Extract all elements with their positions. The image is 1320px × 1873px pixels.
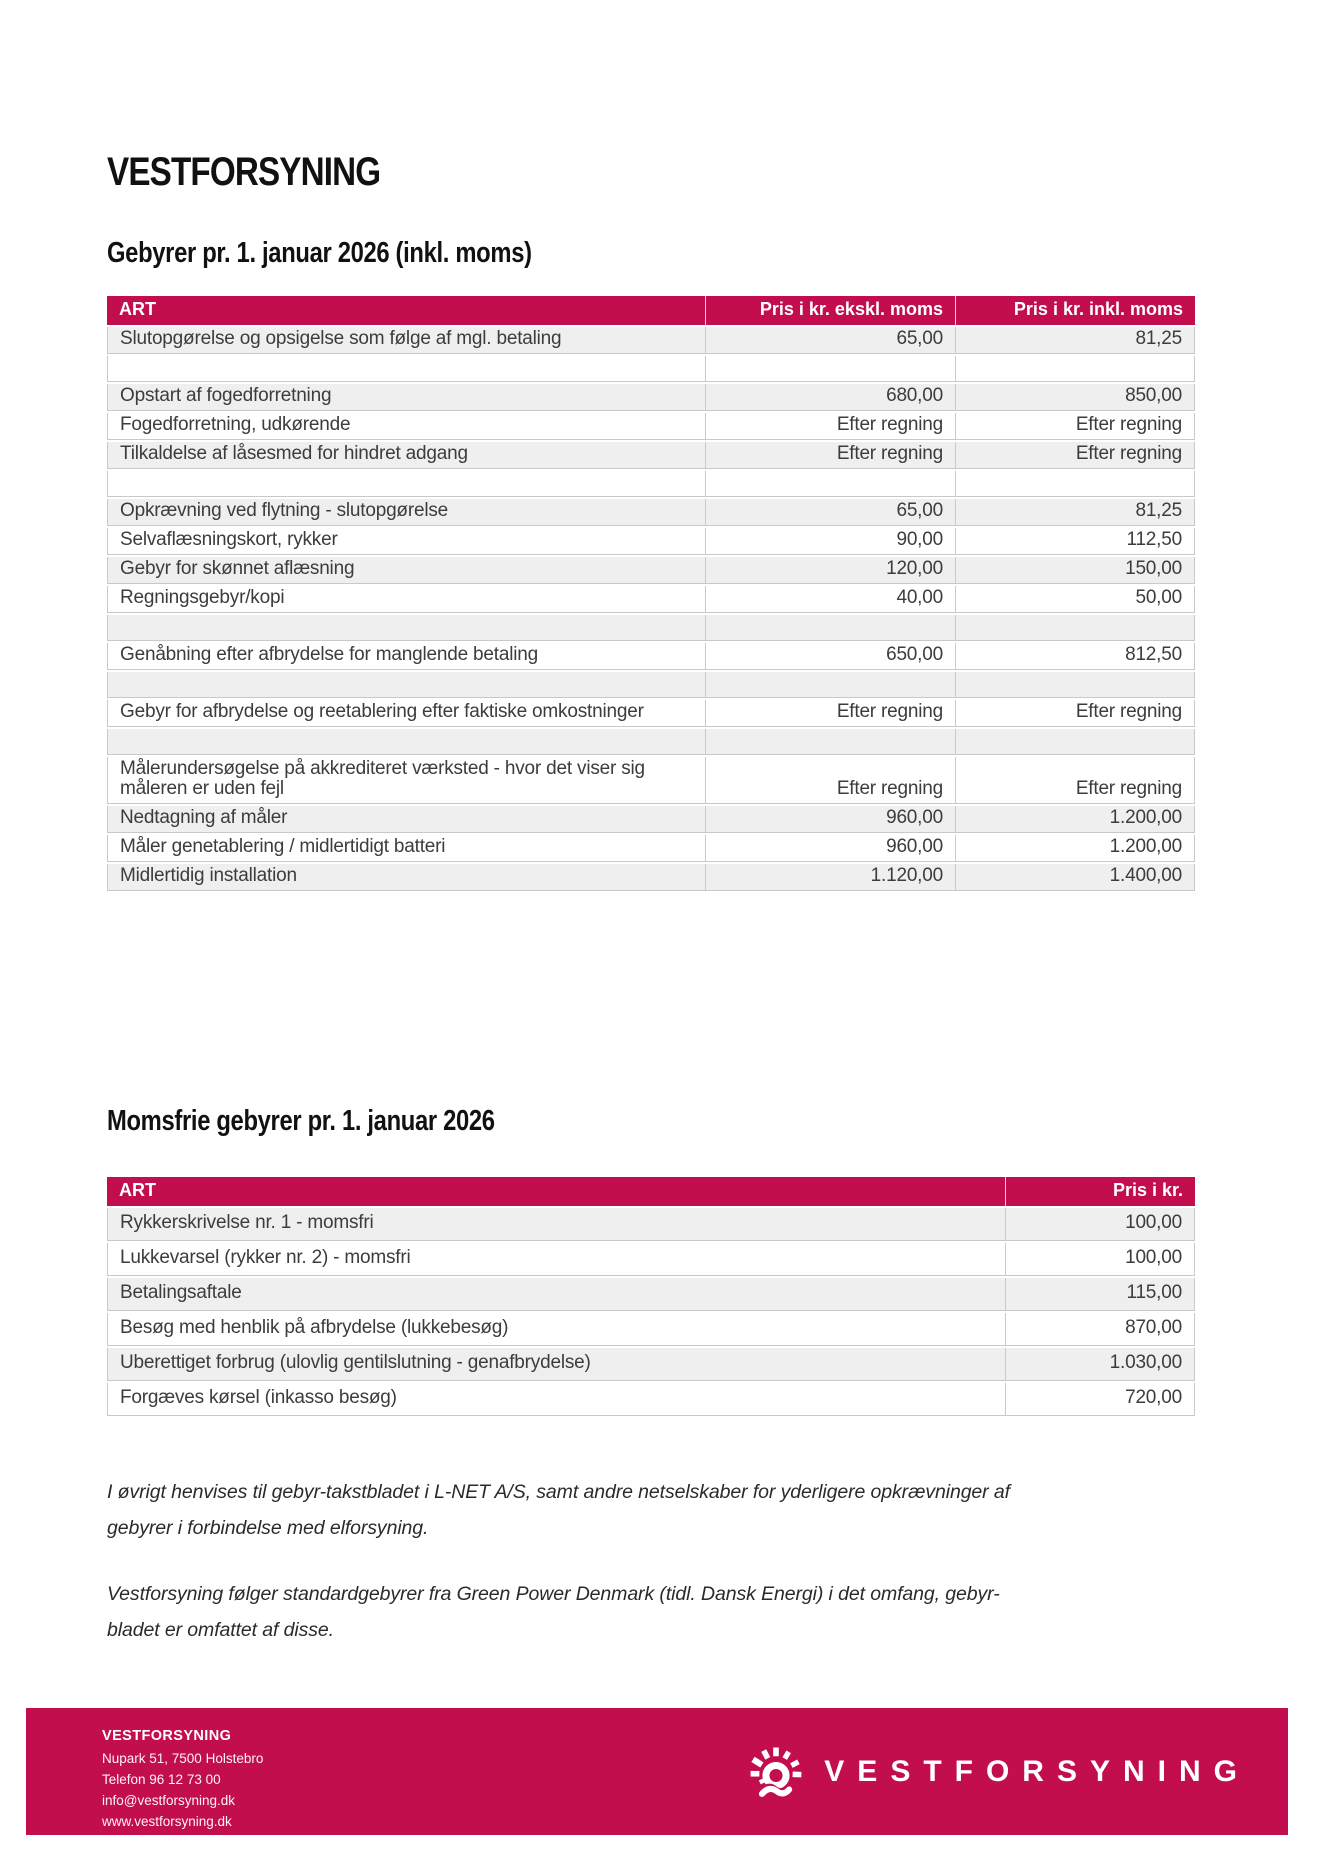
table-row-spacer xyxy=(107,729,1195,755)
table-row xyxy=(107,757,1195,804)
footer-contact-block xyxy=(102,1726,263,1832)
price-incl-vat: 812,50 xyxy=(955,643,1195,670)
price-incl-vat: 81,25 xyxy=(955,327,1195,354)
price-incl-vat: 50,00 xyxy=(955,586,1195,613)
price-incl-vat xyxy=(955,471,1195,497)
price-excl-vat: 40,00 xyxy=(705,586,955,613)
fee-name: Måler genetablering / midlertidigt batteri xyxy=(107,835,705,862)
fee-name: Selvaflæsningskort, rykker xyxy=(107,528,705,555)
footer-phone: Telefon 96 12 73 00 xyxy=(102,1772,221,1787)
fee-name: Fogedforretning, udkørende xyxy=(107,413,705,440)
table-row xyxy=(107,327,1195,354)
price-incl-vat: 112,50 xyxy=(955,528,1195,555)
price: 870,00 xyxy=(1005,1313,1195,1346)
price-excl-vat xyxy=(705,672,955,698)
fee-name: Lukkevarsel (rykker nr. 2) - momsfri xyxy=(107,1243,1005,1276)
fee-name: Rykkerskrivelse nr. 1 - momsfri xyxy=(107,1208,1005,1241)
table-row xyxy=(107,1243,1195,1276)
price-incl-vat: 850,00 xyxy=(955,384,1195,411)
table-row xyxy=(107,1313,1195,1346)
price-excl-vat xyxy=(705,471,955,497)
col-header-price-incl-vat: Pris i kr. inkl. moms xyxy=(955,296,1195,325)
table-row xyxy=(107,835,1195,862)
price-incl-vat: 1.200,00 xyxy=(955,806,1195,833)
col-header-art: ART xyxy=(107,296,705,325)
fee-name xyxy=(107,356,705,382)
note-green-power xyxy=(107,1576,1267,1648)
logo-wordmark: VESTFORSYNING xyxy=(824,1754,1250,1788)
price-incl-vat: 150,00 xyxy=(955,557,1195,584)
price: 115,00 xyxy=(1005,1278,1195,1311)
note-line: Vestforsyning følger standardgebyrer fra Green Power Denmark (tidl. Dansk Energi) i det omfang, gebyr- xyxy=(107,1583,1000,1605)
table-row xyxy=(107,700,1195,727)
fee-name: Opkrævning ved flytning - slutopgørelse xyxy=(107,499,705,526)
table-row-spacer xyxy=(107,471,1195,497)
table-header-row xyxy=(107,1177,1195,1206)
price-excl-vat: 650,00 xyxy=(705,643,955,670)
fee-name: Uberettiget forbrug (ulovlig gentilslutning - genafbrydelse) xyxy=(107,1348,1005,1381)
section-vat-title: Gebyrer pr. 1. januar 2026 (inkl. moms) xyxy=(107,237,532,269)
price-incl-vat xyxy=(955,356,1195,382)
col-header-price-excl-vat: Pris i kr. ekskl. moms xyxy=(705,296,955,325)
price-excl-vat: Efter regning xyxy=(705,700,955,727)
price-excl-vat: 960,00 xyxy=(705,835,955,862)
price: 100,00 xyxy=(1005,1208,1195,1241)
table-row xyxy=(107,499,1195,526)
price-excl-vat: Efter regning xyxy=(705,442,955,469)
fee-name: Opstart af fogedforretning xyxy=(107,384,705,411)
price-incl-vat xyxy=(955,615,1195,641)
table-row xyxy=(107,1208,1195,1241)
fee-name: Regningsgebyr/kopi xyxy=(107,586,705,613)
price-excl-vat: Efter regning xyxy=(705,757,955,804)
table-row xyxy=(107,586,1195,613)
notes-block xyxy=(107,1474,1267,1678)
price-incl-vat xyxy=(955,672,1195,698)
vat-free-fee-table xyxy=(107,1175,1195,1418)
price-excl-vat xyxy=(705,615,955,641)
note-lnet xyxy=(107,1474,1267,1546)
price-excl-vat: 65,00 xyxy=(705,327,955,354)
price-incl-vat: 1.200,00 xyxy=(955,835,1195,862)
table-row-spacer xyxy=(107,615,1195,641)
price-incl-vat: Efter regning xyxy=(955,757,1195,804)
note-line: bladet er omfattet af disse. xyxy=(107,1619,334,1641)
table-row xyxy=(107,528,1195,555)
table-row xyxy=(107,864,1195,891)
col-header-price: Pris i kr. xyxy=(1005,1177,1195,1206)
footer-email: info@vestforsyning.dk xyxy=(102,1793,236,1808)
table-row xyxy=(107,643,1195,670)
table-row-spacer xyxy=(107,672,1195,698)
section-vat-free-title: Momsfrie gebyrer pr. 1. januar 2026 xyxy=(107,1105,495,1137)
fee-name: Slutopgørelse og opsigelse som følge af mgl. betaling xyxy=(107,327,705,354)
fee-name: Betalingsaftale xyxy=(107,1278,1005,1311)
sun-wave-icon xyxy=(748,1743,804,1801)
price-incl-vat: Efter regning xyxy=(955,700,1195,727)
vestforsyning-logo xyxy=(748,1708,1250,1835)
vat-fee-table xyxy=(107,294,1195,893)
fee-name: Midlertidig installation xyxy=(107,864,705,891)
table-row xyxy=(107,1383,1195,1416)
table-row xyxy=(107,442,1195,469)
price-incl-vat: 1.400,00 xyxy=(955,864,1195,891)
fee-name: Genåbning efter afbrydelse for manglende betaling xyxy=(107,643,705,670)
fee-name: Tilkaldelse af låsesmed for hindret adgang xyxy=(107,442,705,469)
price-incl-vat: Efter regning xyxy=(955,442,1195,469)
price-incl-vat: 81,25 xyxy=(955,499,1195,526)
fee-name: Besøg med henblik på afbrydelse (lukkebesøg) xyxy=(107,1313,1005,1346)
price-excl-vat: 120,00 xyxy=(705,557,955,584)
table-row xyxy=(107,1278,1195,1311)
price-excl-vat: 1.120,00 xyxy=(705,864,955,891)
col-header-art: ART xyxy=(107,1177,1005,1206)
price-incl-vat xyxy=(955,729,1195,755)
note-line: gebyrer i forbindelse med elforsyning. xyxy=(107,1517,429,1539)
price: 100,00 xyxy=(1005,1243,1195,1276)
table-row xyxy=(107,806,1195,833)
table-row-spacer xyxy=(107,356,1195,382)
fee-name: Forgæves kørsel (inkasso besøg) xyxy=(107,1383,1005,1416)
fee-name: Nedtagning af måler xyxy=(107,806,705,833)
price-excl-vat xyxy=(705,356,955,382)
page-title: VESTFORSYNING xyxy=(107,150,381,194)
table-row xyxy=(107,557,1195,584)
footer-company-name: VESTFORSYNING xyxy=(102,1728,232,1744)
price-excl-vat: 90,00 xyxy=(705,528,955,555)
table-row xyxy=(107,413,1195,440)
fee-name xyxy=(107,471,705,497)
price-incl-vat: Efter regning xyxy=(955,413,1195,440)
price-excl-vat: 960,00 xyxy=(705,806,955,833)
table-row xyxy=(107,384,1195,411)
price: 1.030,00 xyxy=(1005,1348,1195,1381)
fee-name xyxy=(107,615,705,641)
footer-address: Nupark 51, 7500 Holstebro xyxy=(102,1751,264,1766)
table-row xyxy=(107,1348,1195,1381)
fee-name: Gebyr for afbrydelse og reetablering efter faktiske omkostninger xyxy=(107,700,705,727)
price-excl-vat: Efter regning xyxy=(705,413,955,440)
footer-website: www.vestforsyning.dk xyxy=(102,1814,232,1829)
note-line: I øvrigt henvises til gebyr-takstbladet i L-NET A/S, samt andre netselskaber for yderligere opkrævninger af xyxy=(107,1481,1010,1503)
fee-name: Gebyr for skønnet aflæsning xyxy=(107,557,705,584)
price-excl-vat: 65,00 xyxy=(705,499,955,526)
price-excl-vat: 680,00 xyxy=(705,384,955,411)
fee-name xyxy=(107,672,705,698)
fee-name: Målerundersøgelse på akkrediteret værksted - hvor det viser sig måleren er uden fejl xyxy=(107,757,705,804)
footer-band xyxy=(26,1708,1288,1835)
table-header-row xyxy=(107,296,1195,325)
price: 720,00 xyxy=(1005,1383,1195,1416)
fee-name xyxy=(107,729,705,755)
price-excl-vat xyxy=(705,729,955,755)
